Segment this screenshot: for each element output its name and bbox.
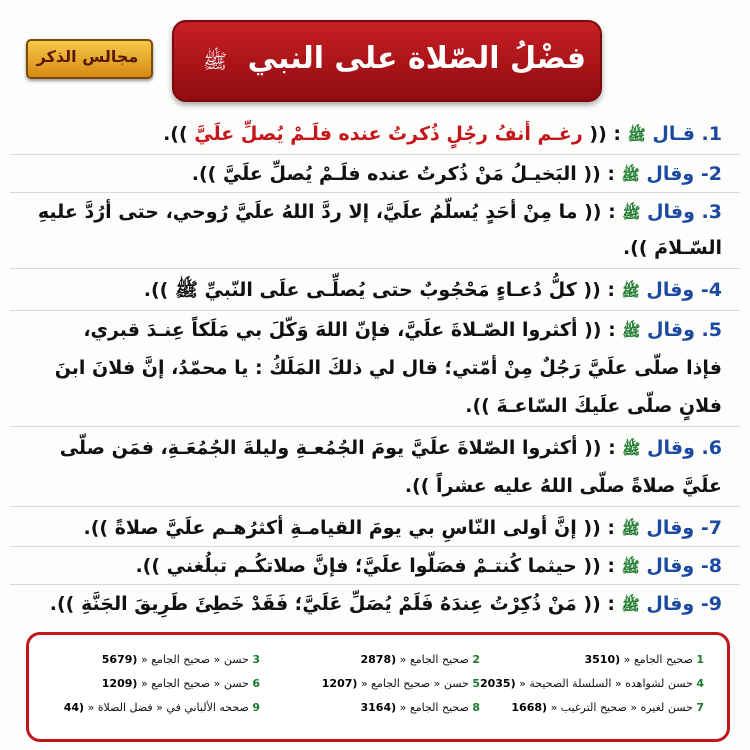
hadith-6: 6. وقال ﷺ : (( أكثروا الصّلاةَ علَيَّ يومَ الجُمُعـةِ وليلةَ الجُمُعَـةِ، فمَن صلّى (59, 437, 722, 459)
hadith-3-cont: السّـلامَ )). (622, 237, 722, 259)
hadith-5-cont: فلانٍ صلّى علَيكَ السّاعـةَ )). (465, 395, 722, 417)
saw-icon: ﷺ (622, 440, 641, 458)
hadith-text: البَخيـلُ مَنْ ذُكرتُ عنده فلَـمْ يُصلِّ علَيَّ (222, 163, 577, 185)
saw-icon: ﷺ (621, 558, 640, 576)
saw-icon: ﷺ (627, 126, 646, 144)
reference-item: 5 حسن « صحيح الجامع « (1207 (321, 677, 480, 690)
hadith-number: 1 (708, 123, 722, 145)
hadith-5-cont: فإذا صلّى علَيَّ رَجُلٌ مِنْ أمّتي؛ قال لي ذلكَ المَلَكُ : يا محمّدُ، إنَّ فلانَ ابنَ (54, 357, 722, 379)
hadith-2: 2- وقال ﷺ : (( البَخيـلُ مَنْ ذُكرتُ عنده فلَـمْ يُصلِّ علَيَّ )). (191, 163, 722, 185)
hadith-9: 9- وقال ﷺ : (( مَنْ ذُكِرْتُ عِندَهُ فَلَمْ يُصَلِّ عَلَيَّ؛ فَقَدْ خَطِئَ طَرِيقَ الجَنَّةِ )). (49, 593, 722, 615)
saw-icon: ﷺ (622, 322, 641, 340)
hadith-text: حيثما كُنتـمْ فصَلّوا علَيَّ؛ فإنَّ صلاتكُـم تبلُغني (166, 555, 577, 577)
divider (10, 268, 740, 269)
hadith-intro: قـال (652, 123, 695, 145)
saw-icon: ﷺ (621, 166, 640, 184)
reference-item: 9 صححه الألباني في « فضل الصلاة « (44 (63, 701, 260, 714)
hadith-text: أكثروا الصّلاةَ علَيَّ يومَ الجُمُعـةِ وليلةَ الجُمُعَـةِ، فمَن صلّى (59, 437, 578, 459)
hadith-8: 8- وقال ﷺ : (( حيثما كُنتـمْ فصَلّوا علَيَّ؛ فإنَّ صلاتكُـم تبلُغني )). (135, 555, 722, 577)
reference-item: 1 صحيح الجامع « (3510 (584, 653, 704, 666)
divider (10, 584, 740, 585)
hadith-1: 1. قـال ﷺ : (( رغـم أنفُ رجُلٍ ذُكرتُ عنده فلَـمْ يُصلِّ علَيَّ )). (163, 123, 722, 145)
hadith-7: 7- وقال ﷺ : (( إنَّ أولى النّاسِ بي يومَ القيامـةِ أكثرُهـم علَيَّ صلاةً )). (83, 517, 722, 539)
saw-icon: ﷺ (621, 282, 640, 300)
hadith-text: رغـم أنفُ رجُلٍ ذُكرتُ عنده فلَـمْ يُصلِّ علَيَّ (194, 123, 583, 145)
divider (10, 192, 740, 193)
hadith-text: أكثروا الصّـلاةَ علَيَّ، فإنّ اللهَ وَكّلَ بي مَلَكاً عِنـدَ قبري، (83, 319, 578, 341)
reference-item: 8 صحيح الجامع « (3164 (360, 701, 480, 714)
page-title: فضْلُ الصّلاة على النبي (247, 41, 586, 76)
divider (10, 310, 740, 311)
hadith-6-cont: علَيَّ صلاةً صلّى اللهُ عليه عشراً )). (404, 475, 722, 497)
hadith-text: مَنْ ذُكِرْتُ عِندَهُ فَلَمْ يُصَلِّ عَلَيَّ؛ فَقَدْ خَطِئَ طَرِيقَ الجَنَّةِ (80, 593, 577, 615)
hadith-4: 4- وقال ﷺ : (( كلُّ دُعـاءٍ مَحْجُوبٌ حتى يُصلِّـى علَى النّبيِّ ﷺ )). (143, 279, 722, 301)
reference-item: 3 حسن « صحيح الجامع « (5679 (101, 653, 260, 666)
reference-item: 2 صحيح الجامع « (2878 (360, 653, 480, 666)
reference-item: 7 حسن لغيره « صحيح الترغيب « (1668 (511, 701, 704, 714)
saw-calligraphy-icon: ﷺ (202, 49, 228, 73)
reference-item: 4 حسن لشواهده « السلسلة الصحيحة « (2035 (479, 677, 704, 690)
divider (10, 154, 740, 155)
reference-item: 6 حسن « صحيح الجامع « (1209 (101, 677, 260, 690)
hadith-text: كلُّ دُعـاءٍ مَحْجُوبٌ حتى يُصلِّـى علَى النّبيِّ ﷺ (174, 279, 577, 301)
hadith-text: ما مِنْ أحَدٍ يُسلّمُ علَيَّ، إلا ردَّ اللهُ علَيَّ رُوحي، حتى أرُدَّ عليهِ (37, 201, 578, 223)
hadith-3: 3. وقال ﷺ : (( ما مِنْ أحَدٍ يُسلّمُ علَيَّ، إلا ردَّ اللهُ علَيَّ رُوحي، حتى أرُدَّ عليهِ (37, 201, 722, 223)
saw-icon: ﷺ (622, 204, 641, 222)
divider (10, 546, 740, 547)
hadith-5: 5. وقال ﷺ : (( أكثروا الصّـلاةَ علَيَّ، فإنّ اللهَ وَكّلَ بي مَلَكاً عِنـدَ قبري، (83, 319, 722, 341)
hadith-text: إنَّ أولى النّاسِ بي يومَ القيامـةِ أكثرُهـم علَيَّ صلاةً (114, 517, 577, 539)
saw-icon: ﷺ (621, 520, 640, 538)
divider (10, 506, 740, 507)
divider (10, 426, 740, 427)
saw-icon: ﷺ (621, 596, 640, 614)
logo-text: مجالس الذكر (36, 47, 139, 66)
